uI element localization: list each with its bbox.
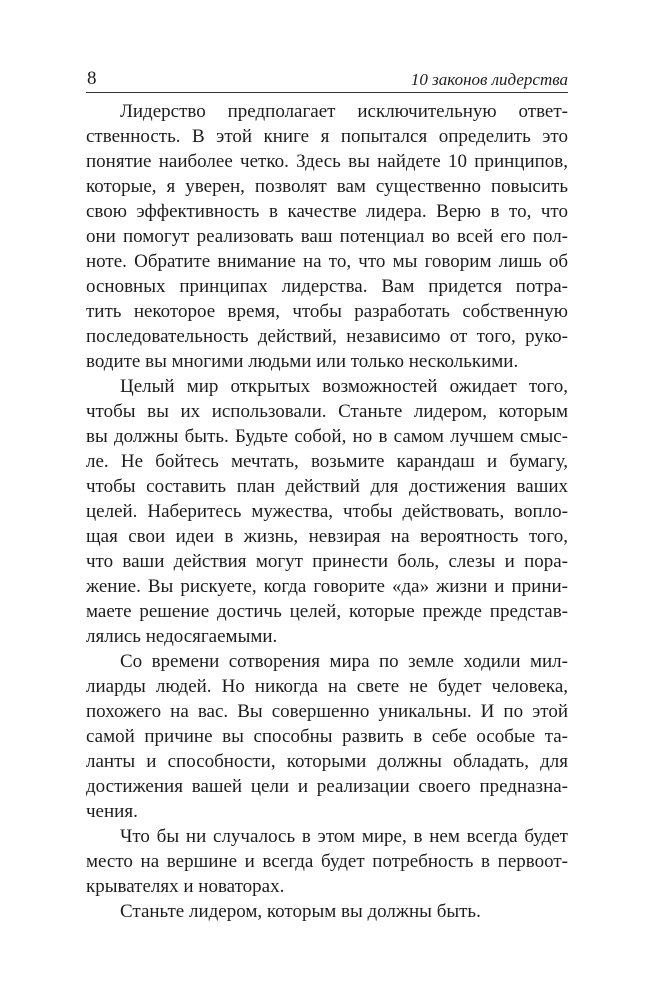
text-line: понятие наиболее четко. Здесь вы найдете 10 принципов, [86, 151, 568, 172]
text-line: самой причине вы способны развить в себе особые та- [86, 726, 568, 747]
text-line: последовательность действий, независимо от того, руко- [86, 326, 568, 347]
text-line: Что бы ни случалось в этом мире, в нем всегда будет [120, 826, 568, 847]
text-line: чения. [86, 801, 138, 822]
text-line: основных принципах лидерства. Вам придется потра- [86, 276, 568, 297]
text-line: лялись недосягаемыми. [86, 626, 278, 647]
text-line: Лидерство предполагает исключительную ответ- [120, 101, 568, 122]
text-line: свою эффективность в качестве лидера. Верю в то, что [86, 201, 568, 222]
paragraph [86, 374, 568, 649]
text-line: ноте. Обратите внимание на то, что мы говорим лишь об [86, 251, 568, 272]
page-number: 8 [87, 68, 97, 89]
paragraph [86, 824, 568, 899]
paragraph [86, 649, 568, 824]
text-line: жение. Вы рискуете, когда говорите «да» жизни и прини- [86, 576, 568, 597]
text-line: чтобы составить план действий для достижения ваших [86, 476, 568, 497]
body-text [86, 99, 568, 924]
text-line: целей. Наберитесь мужества, чтобы действовать, вопло- [86, 501, 568, 522]
text-line: Со времени сотворения мира по земле ходили мил- [120, 651, 568, 672]
text-line: ле. Не бойтесь мечтать, возьмите карандаш и бумагу, [86, 451, 568, 472]
text-line: ланты и способности, которыми должны обладать, для [86, 751, 568, 772]
text-line: Целый мир открытых возможностей ожидает того, [120, 376, 568, 397]
paragraph [86, 99, 568, 374]
text-line: лиарды людей. Но никогда на свете не будет человека, [86, 676, 568, 697]
text-line: водите вы многими людьми или только несколькими. [86, 351, 519, 372]
running-header [86, 68, 568, 93]
text-line: щая свои идеи в жизнь, невзирая на вероятность того, [86, 526, 568, 547]
text-line: которые, я уверен, позволят вам существенно повысить [86, 176, 568, 197]
paragraph [86, 899, 568, 924]
text-line: что ваши действия могут принести боль, слезы и пора- [86, 551, 568, 572]
text-line: чтобы вы их использовали. Станьте лидером, которым [86, 401, 568, 422]
text-line: крывателях и новаторах. [86, 876, 285, 897]
text-line: они помогут реализовать ваш потенциал во всей его пол- [86, 226, 568, 247]
running-title: 10 законов лидерства [410, 70, 568, 89]
text-line: вы должны быть. Будьте собой, но в самом лучшем смыс- [86, 426, 568, 447]
text-line: достижения вашей цели и реализации своего предназна- [86, 776, 568, 797]
text-line: тить некоторое время, чтобы разработать собственную [86, 301, 568, 322]
text-line: Станьте лидером, которым вы должны быть. [120, 901, 481, 922]
text-line: ственность. В этой книге я попытался определить это [86, 126, 568, 147]
text-line: место на вершине и всегда будет потребность в первоот- [86, 851, 568, 872]
text-line: маете решение достичь целей, которые прежде представ- [86, 601, 568, 622]
text-line: похожего на вас. Вы совершенно уникальны. И по этой [86, 701, 568, 722]
